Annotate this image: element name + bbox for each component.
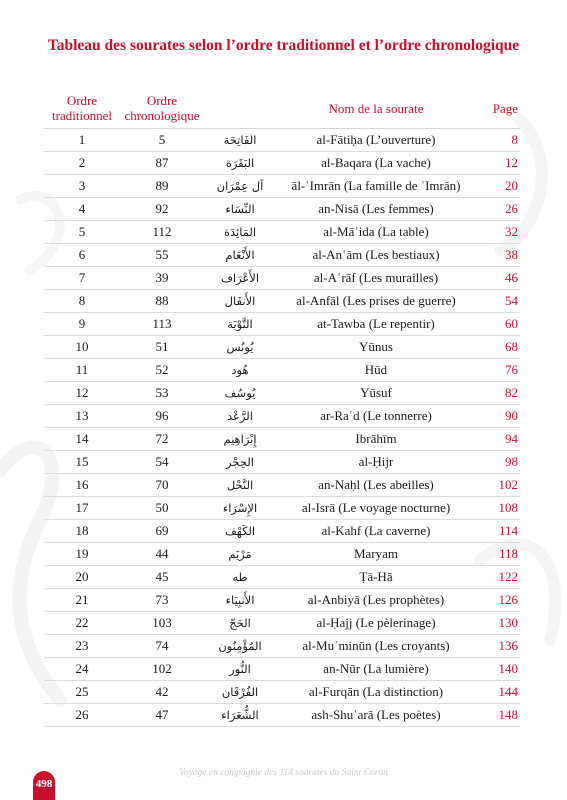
page-number-cell: 20 <box>476 175 520 198</box>
page-number-cell: 114 <box>476 520 520 543</box>
page-number-cell: 118 <box>476 543 520 566</box>
header-traditional-order <box>44 88 120 129</box>
table-row <box>44 359 520 382</box>
page-number-cell: 26 <box>476 198 520 221</box>
table-row <box>44 566 520 589</box>
chronological-order-cell: 70 <box>120 474 204 497</box>
chronological-order-cell: 72 <box>120 428 204 451</box>
surah-name-cell: āl-ʿImrān (La famille de ʿImrān) <box>276 175 476 198</box>
arabic-name-cell: النُّور <box>204 658 276 681</box>
traditional-order-cell: 1 <box>44 129 120 152</box>
traditional-order-cell: 14 <box>44 428 120 451</box>
surah-name-cell: an-Nūr (La lumière) <box>276 658 476 681</box>
table-row <box>44 221 520 244</box>
page-number-cell: 54 <box>476 290 520 313</box>
header-surah-name: Nom de la sourate <box>276 88 476 129</box>
chronological-order-cell: 88 <box>120 290 204 313</box>
table-row <box>44 635 520 658</box>
header-traditional-line1: Ordre <box>66 93 98 108</box>
arabic-name-cell: إِبْرَاهِيم <box>204 428 276 451</box>
chronological-order-cell: 89 <box>120 175 204 198</box>
surah-name-cell: al-Isrā (Le voyage nocturne) <box>276 497 476 520</box>
traditional-order-cell: 5 <box>44 221 120 244</box>
header-arabic-name <box>204 88 276 129</box>
arabic-name-cell: النِّسَاء <box>204 198 276 221</box>
chronological-order-cell: 51 <box>120 336 204 359</box>
page-number-cell: 102 <box>476 474 520 497</box>
traditional-order-cell: 2 <box>44 152 120 175</box>
arabic-name-cell: المُؤْمِنُون <box>204 635 276 658</box>
traditional-order-cell: 12 <box>44 382 120 405</box>
table-row <box>44 474 520 497</box>
table-row <box>44 589 520 612</box>
traditional-order-cell: 4 <box>44 198 120 221</box>
table-row <box>44 658 520 681</box>
traditional-order-cell: 17 <box>44 497 120 520</box>
chronological-order-cell: 96 <box>120 405 204 428</box>
chronological-order-cell: 69 <box>120 520 204 543</box>
surah-table <box>44 88 520 727</box>
surah-name-cell: al-Anfāl (Les prises de guerre) <box>276 290 476 313</box>
traditional-order-cell: 16 <box>44 474 120 497</box>
traditional-order-cell: 9 <box>44 313 120 336</box>
arabic-name-cell: آل عِمْرَان <box>204 175 276 198</box>
traditional-order-cell: 7 <box>44 267 120 290</box>
surah-name-cell: Yūsuf <box>276 382 476 405</box>
table-row <box>44 497 520 520</box>
arabic-name-cell: التَّوْبَة <box>204 313 276 336</box>
surah-name-cell: ar-Raʿd (Le tonnerre) <box>276 405 476 428</box>
page-title: Tableau des sourates selon l’ordre traditionnel et l’ordre chronologique <box>47 37 520 54</box>
chronological-order-cell: 50 <box>120 497 204 520</box>
page-number-cell: 140 <box>476 658 520 681</box>
page-number-cell: 32 <box>476 221 520 244</box>
surah-name-cell: al-Kahf (La caverne) <box>276 520 476 543</box>
chronological-order-cell: 39 <box>120 267 204 290</box>
traditional-order-cell: 18 <box>44 520 120 543</box>
traditional-order-cell: 23 <box>44 635 120 658</box>
traditional-order-cell: 15 <box>44 451 120 474</box>
surah-name-cell: ash-Shuʿarā (Les poètes) <box>276 704 476 727</box>
page-number-cell: 76 <box>476 359 520 382</box>
chronological-order-cell: 44 <box>120 543 204 566</box>
page-number-cell: 98 <box>476 451 520 474</box>
table-row <box>44 405 520 428</box>
header-chronological-order <box>120 88 204 129</box>
page-number-cell: 108 <box>476 497 520 520</box>
surah-name-cell: al-Fātiḥa (L’ouverture) <box>276 129 476 152</box>
traditional-order-cell: 3 <box>44 175 120 198</box>
arabic-name-cell: هُود <box>204 359 276 382</box>
running-footer-title: Voyage en compagnie des 114 sourates du Saint Coran <box>179 768 388 778</box>
surah-name-cell: at-Tawba (Le repentir) <box>276 313 476 336</box>
surah-name-cell: Hūd <box>276 359 476 382</box>
traditional-order-cell: 21 <box>44 589 120 612</box>
page-number-cell: 12 <box>476 152 520 175</box>
table-row <box>44 451 520 474</box>
arabic-name-cell: البَقَرَة <box>204 152 276 175</box>
chronological-order-cell: 103 <box>120 612 204 635</box>
page-number-cell: 68 <box>476 336 520 359</box>
chronological-order-cell: 112 <box>120 221 204 244</box>
arabic-name-cell: يُوسُف <box>204 382 276 405</box>
page-number-cell: 82 <box>476 382 520 405</box>
arabic-name-cell: النَّحْل <box>204 474 276 497</box>
chronological-order-cell: 87 <box>120 152 204 175</box>
surah-name-cell: al-Anbiyā (Les prophètes) <box>276 589 476 612</box>
page-number-cell: 144 <box>476 681 520 704</box>
chronological-order-cell: 52 <box>120 359 204 382</box>
table-row <box>44 313 520 336</box>
chronological-order-cell: 92 <box>120 198 204 221</box>
arabic-name-cell: الإِسْرَاء <box>204 497 276 520</box>
traditional-order-cell: 11 <box>44 359 120 382</box>
page-number-cell: 130 <box>476 612 520 635</box>
chronological-order-cell: 73 <box>120 589 204 612</box>
table-row <box>44 520 520 543</box>
arabic-name-cell: الرَّعْد <box>204 405 276 428</box>
traditional-order-cell: 19 <box>44 543 120 566</box>
arabic-name-cell: الأَعْرَاف <box>204 267 276 290</box>
table-row <box>44 175 520 198</box>
traditional-order-cell: 10 <box>44 336 120 359</box>
surah-name-cell: Ibrāhīm <box>276 428 476 451</box>
page-number-cell: 122 <box>476 566 520 589</box>
arabic-name-cell: طه <box>204 566 276 589</box>
table-header-row <box>44 88 520 129</box>
arabic-name-cell: المَائِدَة <box>204 221 276 244</box>
table-row <box>44 152 520 175</box>
page-number-cell: 60 <box>476 313 520 336</box>
header-chronological-line1: Ordre <box>146 93 178 108</box>
surah-name-cell: an-Nisā (Les femmes) <box>276 198 476 221</box>
page-number-cell: 148 <box>476 704 520 727</box>
surah-name-cell: al-Furqān (La distinction) <box>276 681 476 704</box>
traditional-order-cell: 6 <box>44 244 120 267</box>
table-row <box>44 681 520 704</box>
arabic-name-cell: مَرْيَم <box>204 543 276 566</box>
chronological-order-cell: 54 <box>120 451 204 474</box>
arabic-name-cell: يُونُس <box>204 336 276 359</box>
surah-name-cell: al-Māʾida (La table) <box>276 221 476 244</box>
surah-name-cell: al-Ḥijr <box>276 451 476 474</box>
table-row <box>44 198 520 221</box>
chronological-order-cell: 47 <box>120 704 204 727</box>
surah-name-cell: al-Baqara (La vache) <box>276 152 476 175</box>
page-number-cell: 94 <box>476 428 520 451</box>
surah-name-cell: al-Muʾminūn (Les croyants) <box>276 635 476 658</box>
page-number-cell: 46 <box>476 267 520 290</box>
traditional-order-cell: 8 <box>44 290 120 313</box>
page-number-cell: 90 <box>476 405 520 428</box>
chronological-order-cell: 53 <box>120 382 204 405</box>
traditional-order-cell: 20 <box>44 566 120 589</box>
chronological-order-cell: 102 <box>120 658 204 681</box>
table-row <box>44 244 520 267</box>
header-traditional-line2: traditionnel <box>52 108 112 123</box>
header-page: Page <box>476 88 520 129</box>
surah-name-cell: Ṭā-Hā <box>276 566 476 589</box>
arabic-name-cell: الأَنْعَام <box>204 244 276 267</box>
table-row <box>44 336 520 359</box>
surah-name-cell: Yūnus <box>276 336 476 359</box>
table-row <box>44 428 520 451</box>
page-number-badge: 498 <box>33 771 55 800</box>
table-row <box>44 543 520 566</box>
chronological-order-cell: 55 <box>120 244 204 267</box>
traditional-order-cell: 22 <box>44 612 120 635</box>
arabic-name-cell: الحِجْر <box>204 451 276 474</box>
chronological-order-cell: 42 <box>120 681 204 704</box>
arabic-name-cell: الفَاتِحَة <box>204 129 276 152</box>
table-row <box>44 290 520 313</box>
surah-name-cell: al-Aʿrāf (Les murailles) <box>276 267 476 290</box>
traditional-order-cell: 26 <box>44 704 120 727</box>
table-row <box>44 612 520 635</box>
arabic-name-cell: الكَهْف <box>204 520 276 543</box>
traditional-order-cell: 13 <box>44 405 120 428</box>
header-chronological-line2: chronologique <box>124 108 200 123</box>
surah-name-cell: al-Anʿām (Les bestiaux) <box>276 244 476 267</box>
arabic-name-cell: الأَنبِيَاء <box>204 589 276 612</box>
traditional-order-cell: 25 <box>44 681 120 704</box>
chronological-order-cell: 74 <box>120 635 204 658</box>
arabic-name-cell: الشُّعَرَاء <box>204 704 276 727</box>
chronological-order-cell: 45 <box>120 566 204 589</box>
table-row <box>44 129 520 152</box>
surah-name-cell: Maryam <box>276 543 476 566</box>
page-number-cell: 126 <box>476 589 520 612</box>
table-row <box>44 382 520 405</box>
arabic-name-cell: الفُرْقَان <box>204 681 276 704</box>
arabic-name-cell: الأَنفَال <box>204 290 276 313</box>
page-number-cell: 8 <box>476 129 520 152</box>
surah-name-cell: an-Naḥl (Les abeilles) <box>276 474 476 497</box>
chronological-order-cell: 113 <box>120 313 204 336</box>
table-row <box>44 704 520 727</box>
page-number-cell: 136 <box>476 635 520 658</box>
table-row <box>44 267 520 290</box>
chronological-order-cell: 5 <box>120 129 204 152</box>
surah-name-cell: al-Ḥajj (Le pèlerinage) <box>276 612 476 635</box>
traditional-order-cell: 24 <box>44 658 120 681</box>
page-number-cell: 38 <box>476 244 520 267</box>
arabic-name-cell: الحَجّ <box>204 612 276 635</box>
